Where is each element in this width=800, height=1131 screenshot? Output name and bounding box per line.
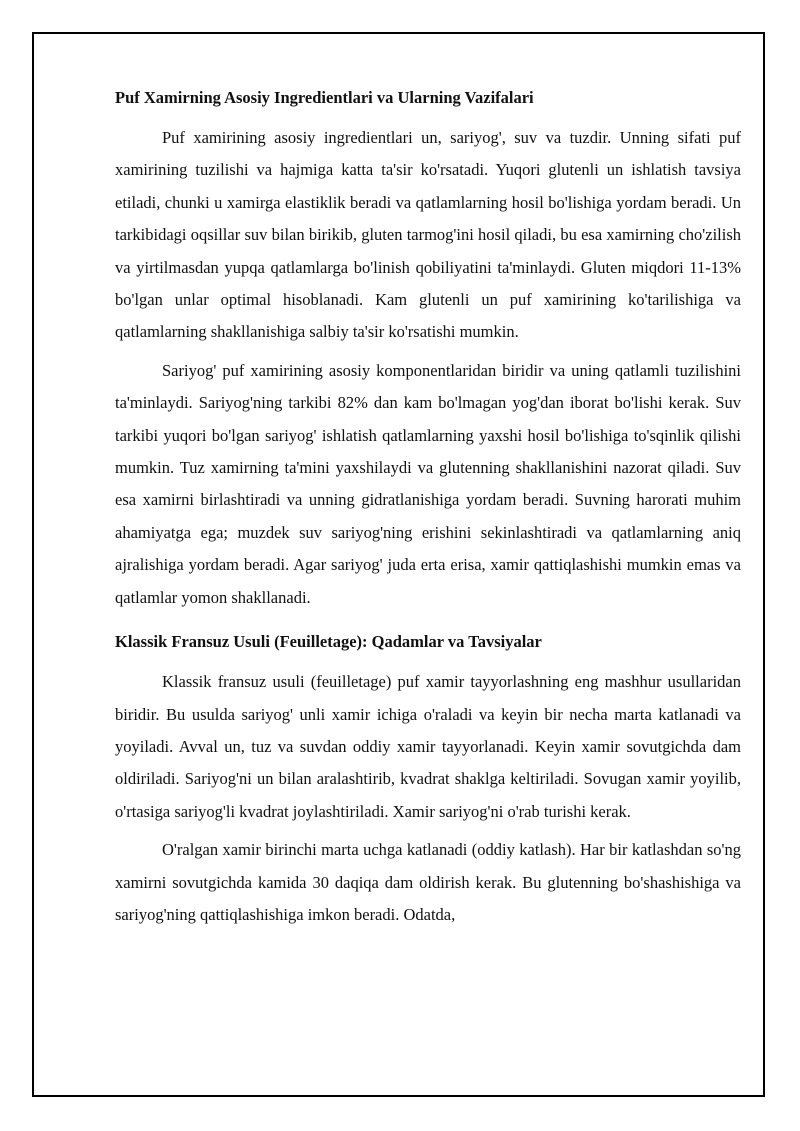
paragraph-classic-method-2: O'ralgan xamir birinchi marta uchga katlanadi (oddiy katlash). Har bir katlashdan so'ng xamirni sovutgichda kamida 30 daqiqa dam oldirish kerak. Bu glutenning bo'shashishiga va sariyog'ning qattiqlashishiga imkon beradi. Odatda,: [115, 840, 741, 924]
paragraph-ingredients-2: Sariyog' puf xamirining asosiy komponentlaridan biridir va uning qatlamli tuzilishini ta'minlaydi. Sariyog'ning tarkibi 82% dan kam bo'lmagan yog'dan iborat bo'lishi kerak. Suv tarkibi yuqori bo'lgan sariyog' ishlatish qatlamlarning yaxshi hosil bo'lishiga to'sqinlik qilishi mumkin. Tuz xamirning ta'mini yaxshilaydi va glutenning shakllanishini nazorat qiladi. Suv esa xamirni birlashtiradi va unning gidratlanishiga yordam beradi. Suvning harorati muhim ahamiyatga ega; muzdek suv sariyog'ning erishini sekinlashtiradi va qatlamlarning aniq ajralishiga yordam beradi. Agar sariyog' juda erta erisa, xamir qattiqlashishi mumkin emas va qatlamlar yomon shakllanadi.: [115, 360, 741, 607]
section-heading-classic-method: Klassik Fransuz Usuli (Feuilletage): Qadamlar va Tavsiyalar: [115, 632, 542, 652]
paragraph-classic-method-1: Klassik fransuz usuli (feuilletage) puf xamir tayyorlashning eng mashhur usullaridan biridir. Bu usulda sariyog' unli xamir ichiga o'raladi va keyin bir necha marta katlanadi va yoyiladi. Avval un, tuz va suvdan oddiy xamir tayyorlanadi. Keyin xamir sovutgichda dam oldiriladi. Sariyog'ni un bilan aralashtirib, kvadrat shaklga keltiriladi. Sovugan xamir yoyilib, o'rtasiga sariyog'li kvadrat joylashtiriladi. Xamir sariyog'ni o'rab turishi kerak.: [115, 672, 741, 821]
section-heading-ingredients: Puf Xamirning Asosiy Ingredientlari va Ularning Vazifalari: [115, 88, 534, 107]
document-body: [115, 84, 741, 937]
paragraph-ingredients-1: Puf xamirining asosiy ingredientlari un, sariyog', suv va tuzdir. Unning sifati puf xamirining tuzilishi va hajmiga katta ta'sir ko'rsatadi. Yuqori glutenli un ishlatish tavsiya etiladi, chunki u xamirga elastiklik beradi va qatlamlarning hosil bo'lishiga yordam beradi. Un tarkibidagi oqsillar suv bilan birikib, gluten tarmog'ini hosil qiladi, bu esa xamirning cho'zilish va yirtilmasdan yupqa qatlamlarga bo'linish qobiliyatini ta'minlaydi. Gluten miqdori 11-13% bo'lgan unlar optimal hisoblanadi. Kam glutenli un puf xamirining ko'tarilishiga va qatlamlarning shakllanishiga salbiy ta'sir ko'rsatishi mumkin.: [115, 128, 741, 342]
